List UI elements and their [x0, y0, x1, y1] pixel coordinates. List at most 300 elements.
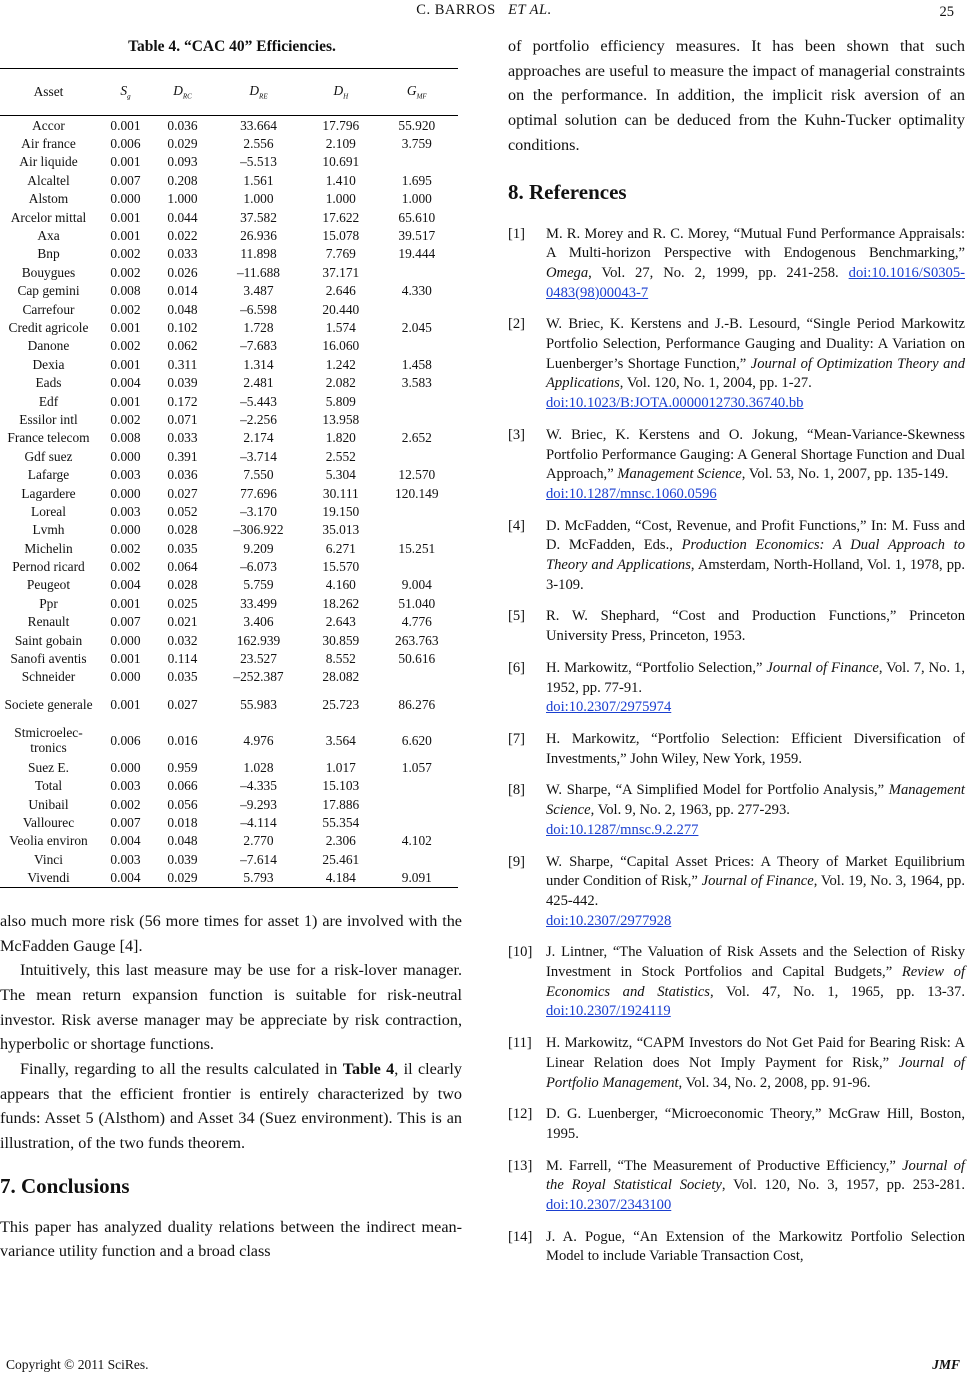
table-row	[0, 263, 458, 281]
value-cell: 2.174	[243, 430, 274, 446]
value-cell: 0.064	[167, 559, 198, 575]
value-cell: 28.082	[322, 669, 360, 685]
value-cell: 0.114	[167, 651, 198, 667]
reference-number: [4]	[508, 517, 526, 534]
value-cell: 0.027	[167, 696, 198, 712]
value-cell: 162.939	[236, 632, 281, 648]
value-cell: –4.335	[240, 778, 277, 794]
value-cell	[376, 850, 458, 868]
value-cell: 9.091	[376, 868, 458, 887]
value-cell: –7.614	[240, 851, 277, 867]
reference-journal: Journal of the Royal Statistical Society	[546, 1157, 965, 1194]
value-cell: 0.001	[110, 228, 141, 244]
reference-number: [9]	[508, 853, 526, 870]
doi-link[interactable]: doi:10.1287/mnsc.1060.0596	[546, 485, 717, 502]
reference-details: , Vol. 53, No. 1, 2007, pp. 135-149.	[741, 466, 949, 483]
table-header-row	[0, 69, 458, 116]
value-cell: 0.008	[110, 283, 141, 299]
value-cell: 0.052	[167, 503, 198, 519]
table-row	[0, 850, 458, 868]
asset-name-cell: Peugeot	[26, 577, 71, 593]
value-cell: 4.976	[243, 732, 274, 748]
value-cell: 9.004	[401, 577, 432, 593]
value-cell	[376, 557, 458, 575]
value-cell: –6.073	[240, 559, 277, 575]
doi-link[interactable]: doi:10.2307/1924119	[546, 1003, 671, 1020]
value-cell: –3.170	[240, 503, 277, 519]
value-cell: 11.898	[240, 246, 277, 262]
value-cell	[376, 502, 458, 520]
value-cell: 2.481	[243, 375, 274, 391]
reference-number: [11]	[508, 1035, 532, 1052]
reference-text: M. R. Morey and R. C. Morey, “Mutual Fund Performance Appraisals: A Multi-horizon Perspective with Endogenous Benchmarking,”	[546, 225, 965, 262]
value-cell: 2.082	[325, 375, 356, 391]
reference-text: H. Markowitz, “CAPM Investors do Not Get Paid for Bearing Risk: A Linear Relation does Not Imply Payment for Risk,”	[546, 1035, 965, 1071]
value-cell: 0.002	[110, 338, 141, 354]
reference-number: [1]	[508, 225, 526, 242]
value-cell: 0.208	[167, 172, 198, 188]
value-cell: –6.598	[240, 301, 277, 317]
value-cell: 0.311	[167, 356, 198, 372]
page-number: 25	[939, 4, 954, 20]
asset-name-cell: Gdf suez	[24, 448, 73, 464]
value-cell: 5.759	[243, 577, 274, 593]
reference-text: H. Markowitz, “Portfolio Selection: Efficient Diversification of Investments,” John Wiley, New York, 1959.	[546, 730, 965, 767]
value-cell: 0.000	[110, 632, 141, 648]
value-cell: 0.002	[110, 796, 141, 812]
doi-link[interactable]: doi:10.1023/B:JOTA.0000012730.36740.bb	[546, 395, 804, 412]
value-cell: 0.021	[167, 614, 198, 630]
value-cell: 4.160	[325, 577, 356, 593]
value-cell: 7.769	[325, 246, 356, 262]
reference-journal: Journal of Finance	[766, 659, 879, 676]
value-cell: 50.616	[398, 651, 436, 667]
value-cell: 8.552	[325, 651, 356, 667]
asset-name-cell: Schneider	[21, 669, 76, 685]
asset-name-cell: Societe generale	[4, 696, 93, 712]
value-cell: 0.002	[110, 540, 141, 556]
asset-name-cell: Air liquide	[19, 154, 78, 170]
reference-item	[508, 607, 965, 646]
value-cell: 0.028	[167, 577, 198, 593]
value-cell: 37.171	[322, 264, 360, 280]
value-cell: 0.001	[110, 651, 141, 667]
asset-name-cell: Essilor intl	[19, 411, 78, 427]
reference-item	[508, 1228, 965, 1267]
value-cell: 6.620	[401, 732, 432, 748]
value-cell: 0.025	[167, 595, 198, 611]
reference-item	[508, 943, 965, 1022]
value-cell: 5.809	[325, 393, 356, 409]
reference-journal: Management Science	[617, 466, 742, 483]
value-cell: 86.276	[398, 696, 436, 712]
paragraph: Finally, regarding to all the results calculated in Table 4, il clearly appears that the efficient frontier is entirely characterized by two funds: Asset 5 (Alsthom) and Asset 34 (Suez environment). This is an illustration, of the two funds theorem.	[0, 1060, 463, 1153]
value-cell: 0.002	[110, 301, 141, 317]
doi-link[interactable]: doi:10.1287/mnsc.9.2.277	[546, 821, 699, 838]
value-cell: 0.036	[167, 117, 198, 133]
value-cell: 0.056	[167, 796, 198, 812]
value-cell: –4.114	[240, 814, 277, 830]
value-cell: –7.683	[240, 338, 277, 354]
doi-link[interactable]: doi:10.1016/S0305-0483(98)00043-7	[546, 264, 965, 301]
reference-details: , Vol. 34, No. 2, 2008, pp. 91-96.	[678, 1074, 871, 1091]
value-cell: 1.695	[401, 172, 432, 188]
reference-item	[508, 1105, 965, 1144]
asset-name-cell: Alstom	[28, 191, 69, 207]
asset-name-cell: Veolia environ	[9, 833, 88, 849]
table-row	[0, 502, 458, 520]
value-cell: –306.922	[233, 522, 284, 538]
value-cell: 5.304	[325, 467, 356, 483]
asset-name-cell: Vallourec	[22, 814, 75, 830]
value-cell: –9.293	[240, 796, 277, 812]
doi-link[interactable]: doi:10.2307/2975974	[546, 699, 672, 716]
value-cell: 2.770	[243, 833, 274, 849]
value-cell: 0.002	[110, 411, 141, 427]
reference-journal: Review of Economics and Statistics	[546, 964, 965, 1000]
value-cell: 0.028	[167, 522, 198, 538]
conclusions-heading: 7. Conclusions	[0, 1173, 130, 1198]
references-heading: 8. References	[508, 179, 627, 204]
table-row	[0, 576, 458, 594]
value-cell: 0.033	[167, 430, 198, 446]
asset-name-cell: Lagardere	[21, 485, 76, 501]
reference-number: [3]	[508, 426, 526, 443]
table-row	[0, 722, 458, 758]
value-cell	[376, 337, 458, 355]
value-cell: 23.527	[240, 651, 277, 667]
reference-details: , Vol. 120, No. 1, 2004, pp. 1-27.	[619, 375, 812, 392]
asset-name-cell: Michelin	[24, 540, 73, 556]
value-cell	[376, 300, 458, 318]
value-cell: 0.003	[110, 503, 141, 519]
efficiency-table	[0, 68, 458, 888]
left-column	[0, 38, 462, 1264]
value-cell: 12.570	[398, 467, 436, 483]
value-cell: 25.723	[322, 696, 360, 712]
paragraph: also much more risk (56 more times for asset 1) are involved with the McFadden Gauge [4].	[0, 911, 462, 955]
asset-name-cell: Bnp	[37, 246, 60, 262]
reference-journal: Journal of Optimization Theory and Applications	[546, 355, 965, 392]
table-row	[0, 795, 458, 813]
table-row	[0, 300, 458, 318]
value-cell: 0.002	[110, 246, 141, 262]
value-cell: 5.793	[211, 868, 306, 887]
reference-text: H. Markowitz, “Portfolio Selection,”	[546, 659, 767, 676]
value-cell: 2.556	[243, 136, 274, 152]
asset-name-cell: Eads	[35, 375, 62, 391]
value-cell: 0.004	[110, 375, 141, 391]
table-row	[0, 153, 458, 171]
value-cell: 0.004	[97, 868, 154, 887]
asset-name-cell: Saint gobain	[14, 632, 83, 648]
page-header	[0, 0, 968, 24]
value-cell	[376, 392, 458, 410]
reference-item	[508, 517, 965, 596]
reference-number: [12]	[508, 1106, 533, 1123]
col-header-asset: Asset	[0, 69, 97, 116]
table-row	[0, 429, 458, 447]
value-cell: 0.066	[167, 778, 198, 794]
value-cell: 0.026	[167, 264, 198, 280]
table-row	[0, 465, 458, 483]
reference-text: D. G. Luenberger, “Microeconomic Theory,” McGraw Hill, Boston, 1995.	[546, 1106, 965, 1142]
asset-name-cell: Axa	[37, 228, 60, 244]
reference-text: W. Sharpe, “A Simplified Model for Portfolio Analysis,”	[546, 782, 889, 799]
col-header-dh: $D_H$	[306, 69, 376, 116]
value-cell: 1.057	[401, 759, 432, 775]
table-row	[0, 832, 458, 850]
asset-name-cell: Edf	[38, 393, 59, 409]
value-cell: 4.330	[401, 283, 432, 299]
value-cell: 0.002	[110, 559, 141, 575]
value-cell: 0.001	[110, 117, 141, 133]
value-cell: 51.040	[398, 595, 436, 611]
reference-text: M. Farrell, “The Measurement of Productive Efficiency,”	[546, 1157, 903, 1174]
value-cell: 0.003	[110, 778, 141, 794]
table-row	[0, 594, 458, 612]
value-cell: 65.610	[398, 209, 436, 225]
value-cell: 77.696	[240, 485, 277, 501]
value-cell: 1.574	[325, 319, 356, 335]
value-cell: 18.262	[322, 595, 360, 611]
table-row	[0, 373, 458, 391]
reference-details: , Vol. 7, No. 1, 1952, pp. 77-91.	[546, 659, 965, 696]
value-cell: 0.048	[167, 301, 198, 317]
value-cell	[376, 447, 458, 465]
value-cell: 19.150	[322, 503, 360, 519]
paragraph: of portfolio efficiency measures. It has been shown that such approaches are useful to measure the impact of managerial constraints on the performance. In addition, the implicit risk aversion of an optimal solution can be deduced from the Kuhn-Tucker optimality conditions.	[508, 37, 965, 154]
asset-name-cell: Air france	[21, 136, 76, 152]
value-cell: 1.242	[325, 356, 356, 372]
value-cell: 3.759	[401, 136, 432, 152]
value-cell: –3.714	[240, 448, 277, 464]
doi-link[interactable]: doi:10.2307/2343100	[546, 1197, 672, 1214]
table-row	[0, 392, 458, 410]
value-cell: 9.209	[243, 540, 274, 556]
reference-item	[508, 225, 965, 304]
asset-name-cell: Alcaltel	[27, 172, 70, 188]
value-cell: –2.256	[240, 411, 277, 427]
value-cell: 10.691	[322, 154, 360, 170]
col-header-gmf: $G_{MF}$	[376, 69, 458, 116]
value-cell: 1.561	[243, 172, 274, 188]
asset-name-cell: France telecom	[7, 430, 90, 446]
value-cell: 0.093	[167, 154, 198, 170]
value-cell: 55.354	[322, 814, 360, 830]
asset-name-cell: Suez E.	[28, 759, 69, 775]
value-cell: 17.796	[322, 117, 360, 133]
reference-details: , Vol. 27, No. 2, 1999, pp. 241-258.	[588, 264, 849, 281]
value-cell: –11.688	[236, 264, 280, 280]
value-cell: 0.003	[110, 467, 141, 483]
value-cell: 15.103	[322, 778, 360, 794]
reference-journal: Management Science	[546, 782, 965, 819]
table-row	[0, 539, 458, 557]
value-cell: –5.513	[240, 154, 277, 170]
reference-item	[508, 730, 965, 769]
value-cell: 26.936	[240, 228, 277, 244]
value-cell: 0.000	[110, 669, 141, 685]
reference-text: J. Lintner, “The Valuation of Risk Assets and the Selection of Risky Investment in Stock Portfolios and Capital Budgets,”	[546, 944, 965, 981]
value-cell: 1.017	[325, 759, 356, 775]
table-row	[0, 318, 458, 336]
asset-name-cell: Sanofi aventis	[10, 651, 87, 667]
value-cell: 0.035	[167, 540, 198, 556]
value-cell: 0.035	[167, 669, 198, 685]
value-cell: 15.570	[322, 559, 360, 575]
value-cell: 2.045	[401, 319, 432, 335]
table-row	[0, 484, 458, 502]
value-cell: 13.958	[322, 411, 360, 427]
paragraph: This paper has analyzed duality relations between the indirect mean-variance utility function and a broad class	[0, 1217, 462, 1261]
value-cell: 33.664	[240, 117, 277, 133]
value-cell: 1.458	[401, 356, 432, 372]
asset-name-cell: Loreal	[31, 503, 66, 519]
reference-number: [2]	[508, 316, 526, 333]
value-cell: 0.001	[110, 319, 141, 335]
value-cell: 3.583	[401, 375, 432, 391]
value-cell: 0.014	[167, 283, 198, 299]
value-cell: 0.000	[110, 522, 141, 538]
value-cell: –5.443	[240, 393, 277, 409]
reference-text: W. Briec, K. Kerstens and J.-B. Lesourd, “Single Period Markowitz Portfolio Selection, Performance Gauging and Duality: A Variation on Luenberger’s Shortage Function,”	[546, 316, 965, 372]
reference-details: , Vol. 47, No. 1, 1965, pp. 13-37.	[709, 983, 965, 1000]
value-cell: 30.111	[322, 485, 359, 501]
value-cell: 0.172	[167, 393, 198, 409]
reference-number: [5]	[508, 608, 526, 625]
value-cell: 120.149	[395, 485, 439, 501]
asset-name-cell: Lafarge	[27, 467, 70, 483]
value-cell: 0.062	[167, 338, 198, 354]
reference-number: [8]	[508, 782, 526, 799]
value-cell: 1.410	[325, 172, 356, 188]
asset-name-cell: Cap gemini	[17, 283, 80, 299]
references-list	[508, 225, 965, 1268]
value-cell: 0.007	[110, 614, 141, 630]
table-row	[0, 777, 458, 795]
table-caption: Table 4. “CAC 40” Efficiencies.	[128, 38, 336, 55]
value-cell: 4.184	[306, 868, 376, 887]
value-cell: 0.016	[167, 732, 198, 748]
value-cell: 0.022	[167, 228, 198, 244]
value-cell: 1.028	[243, 759, 274, 775]
right-body-text	[508, 34, 965, 158]
reference-text: J. A. Pogue, “An Extension of the Markowitz Portfolio Selection Model to include Variable Transaction Cost,	[546, 1228, 965, 1265]
value-cell: 0.391	[167, 448, 198, 464]
reference-number: [7]	[508, 730, 526, 747]
reference-item	[508, 315, 965, 414]
value-cell: 0.102	[167, 319, 198, 335]
table-body	[0, 116, 458, 888]
value-cell: 55.983	[240, 696, 277, 712]
value-cell: 7.550	[243, 467, 274, 483]
value-cell	[376, 795, 458, 813]
value-cell	[376, 153, 458, 171]
value-cell: 0.027	[167, 485, 198, 501]
value-cell	[376, 263, 458, 281]
value-cell: 0.029	[154, 868, 211, 887]
table-row	[0, 631, 458, 649]
value-cell: 0.032	[167, 632, 198, 648]
table-row	[0, 245, 458, 263]
value-cell: 4.776	[401, 614, 432, 630]
table-row	[0, 171, 458, 189]
doi-link[interactable]: doi:10.2307/2977928	[546, 912, 672, 929]
value-cell: 6.271	[325, 540, 356, 556]
value-cell: 3.564	[325, 732, 356, 748]
running-head-etal: ET AL.	[508, 2, 552, 18]
table-row	[0, 557, 458, 575]
reference-item	[508, 426, 965, 505]
value-cell: 0.001	[110, 154, 141, 170]
value-cell: 1.000	[243, 191, 274, 207]
reference-details: , Vol. 19, No. 3, 1964, pp. 425-442.	[546, 873, 965, 909]
reference-journal: Journal of Portfolio Management	[546, 1054, 965, 1091]
col-header-sg: $S_g$	[97, 69, 154, 116]
value-cell: 0.036	[167, 467, 198, 483]
running-head-author: C. BARROS	[416, 2, 496, 18]
value-cell: 0.000	[110, 448, 141, 464]
value-cell: 0.000	[110, 759, 141, 775]
value-cell: 55.920	[398, 117, 436, 133]
value-cell: 0.044	[167, 209, 198, 225]
value-cell: 0.000	[110, 191, 141, 207]
table-row	[0, 190, 458, 208]
value-cell: 2.109	[325, 136, 356, 152]
value-cell	[376, 668, 458, 686]
reference-item	[508, 1034, 965, 1093]
value-cell: 37.582	[240, 209, 277, 225]
reference-item	[508, 1157, 965, 1216]
value-cell	[376, 410, 458, 428]
table-row	[0, 355, 458, 373]
value-cell: 2.643	[325, 614, 356, 630]
value-cell: 1.314	[243, 356, 274, 372]
table-row	[0, 447, 458, 465]
value-cell	[376, 521, 458, 539]
col-header-dre: $D_{RE}$	[211, 69, 306, 116]
value-cell: 25.461	[322, 851, 360, 867]
asset-name-cell: Lvmh	[32, 522, 65, 538]
value-cell: 0.048	[167, 833, 198, 849]
asset-name-cell: Credit agricole	[8, 319, 89, 335]
table-row	[0, 649, 458, 667]
asset-name-cell: Total	[34, 778, 63, 794]
paragraph: Intuitively, this last measure may be use for a risk-lover manager. The mean return expansion function is suitable for risk-neutral investor. Risk averse manager may be appreciate by risk contraction, hyperbolic or shortage functions.	[0, 961, 462, 1054]
table-row	[0, 282, 458, 300]
reference-number: [6]	[508, 659, 526, 676]
reference-number: [13]	[508, 1157, 533, 1174]
value-cell: 0.006	[110, 732, 141, 748]
reference-journal: Journal of Finance	[701, 873, 814, 890]
col-header-drc: $D_{RC}$	[154, 69, 211, 116]
asset-name-cell: Arcelor mittal	[10, 209, 87, 225]
asset-name-cell: Accor	[32, 117, 65, 133]
value-cell	[376, 813, 458, 831]
value-cell: 0.007	[110, 814, 141, 830]
reference-details: , Vol. 9, No. 2, 1963, pp. 277-293.	[590, 802, 790, 819]
reference-number: [10]	[508, 944, 533, 961]
value-cell: 17.622	[322, 209, 360, 225]
table-row	[0, 208, 458, 226]
running-head	[300, 2, 668, 19]
right-column	[508, 34, 965, 1279]
value-cell: 0.039	[167, 375, 198, 391]
value-cell: 15.078	[322, 228, 360, 244]
table-row	[0, 410, 458, 428]
asset-name-cell: Unibail	[28, 796, 69, 812]
